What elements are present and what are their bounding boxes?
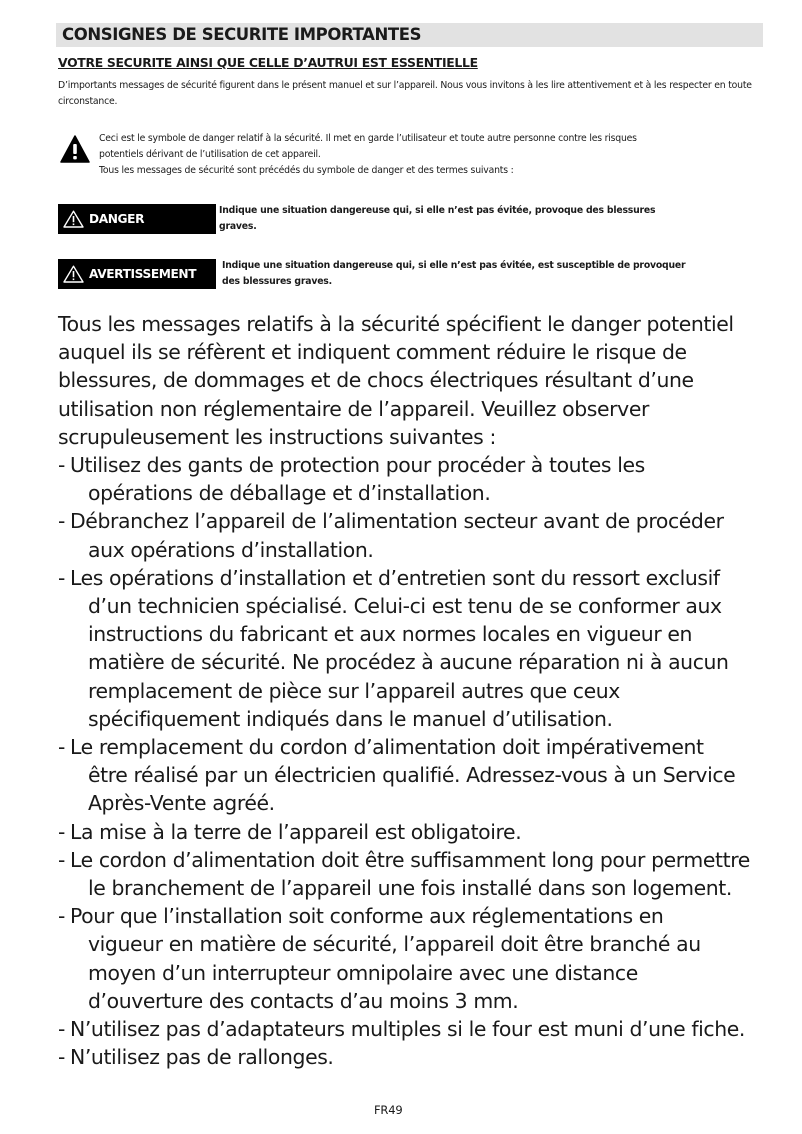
instruction-line: Le cordon d’alimentation doit être suffisamment long pour permettre <box>70 847 750 872</box>
instruction-line: être réalisé par un électricien qualifié. Adressez-vous à un Service <box>88 763 736 788</box>
safety-instructions <box>58 310 770 1071</box>
instruction-item <box>58 1043 770 1071</box>
danger-label: DANGER <box>89 212 145 226</box>
instruction-item <box>58 902 770 1015</box>
list-dash: - <box>58 509 65 534</box>
intro-paragraph: D’importants messages de sécurité figurent dans le présent manuel et sur l’appareil. Nous vous invitons à les lire attentivement et à les respecter en toute circonstance. <box>58 80 752 107</box>
instruction-line: opérations de déballage et d’installation. <box>88 481 491 506</box>
statement-line: blessures, de dommages et de chocs électriques résultant d’une <box>58 368 694 393</box>
instruction-line: N’utilisez pas d’adaptateurs multiples si le four est muni d’une fiche. <box>70 1017 745 1042</box>
instruction-line: moyen d’un interrupteur omnipolaire avec une distance <box>88 960 638 985</box>
warning-description-line: Indique une situation dangereuse qui, si elle n’est pas évitée, est susceptible de provoquer <box>222 260 686 271</box>
statement-line: utilisation non réglementaire de l’appareil. Veuillez observer <box>58 396 649 421</box>
instruction-item <box>58 818 770 846</box>
instruction-item <box>58 846 770 902</box>
warning-triangle-icon <box>63 265 84 283</box>
instruction-line: Le remplacement du cordon d’alimentation doit impérativement <box>70 735 704 760</box>
instruction-line: N’utilisez pas de rallonges. <box>70 1045 334 1070</box>
warning-description <box>222 258 769 290</box>
list-dash: - <box>58 565 65 590</box>
instruction-item <box>58 1015 770 1043</box>
list-dash: - <box>58 904 65 929</box>
statement-line: scrupuleusement les instructions suivantes : <box>58 424 496 449</box>
symbol-notice-line: potentiels dérivant de l’utilisation de cet appareil. <box>99 149 321 160</box>
symbol-notice-line: Tous les messages de sécurité sont précédés du symbole de danger et des termes suivants : <box>99 165 514 176</box>
page-number: FR49 <box>374 1103 403 1117</box>
list-dash: - <box>58 1017 65 1042</box>
instruction-line: d’un technicien spécialisé. Celui-ci est tenu de se conformer aux <box>88 594 722 619</box>
instruction-item <box>58 564 770 733</box>
instruction-item <box>58 733 770 818</box>
instruction-list <box>58 451 770 1071</box>
warning-badge <box>58 259 216 289</box>
symbol-notice-text <box>99 131 767 179</box>
instruction-item <box>58 507 770 563</box>
instruction-line: Débranchez l’appareil de l’alimentation secteur avant de procéder <box>70 509 724 534</box>
instruction-line: aux opérations d’installation. <box>88 537 374 562</box>
instruction-line: Les opérations d’installation et d’entretien sont du ressort exclusif <box>70 565 720 590</box>
instruction-line: d’ouverture des contacts d’au moins 3 mm. <box>88 988 519 1013</box>
warning-triangle-icon <box>63 210 84 228</box>
instruction-line: spécifiquement indiqués dans le manuel d’utilisation. <box>88 706 613 731</box>
danger-description-line: Indique une situation dangereuse qui, si elle n’est pas évitée, provoque des blessures <box>219 205 656 216</box>
instruction-line: La mise à la terre de l’appareil est obligatoire. <box>70 819 522 844</box>
instruction-line: Utilisez des gants de protection pour procéder à toutes les <box>70 453 645 478</box>
list-dash: - <box>58 735 65 760</box>
section-title: CONSIGNES DE SECURITE IMPORTANTES <box>56 23 763 47</box>
list-dash: - <box>58 819 65 844</box>
list-dash: - <box>58 453 65 478</box>
warning-triangle-icon <box>60 135 90 163</box>
section-subtitle: VOTRE SECURITE AINSI QUE CELLE D’AUTRUI EST ESSENTIELLE <box>58 55 478 70</box>
warning-description-line: des blessures graves. <box>222 276 332 287</box>
intro-statement <box>58 310 770 451</box>
list-dash: - <box>58 847 65 872</box>
symbol-notice-line: Ceci est le symbole de danger relatif à la sécurité. Il met en garde l’utilisateur et toute autre personne contre les risques <box>99 133 637 144</box>
statement-line: Tous les messages relatifs à la sécurité spécifient le danger potentiel <box>58 312 734 336</box>
instruction-line: Après-Vente agréé. <box>88 791 275 816</box>
danger-description <box>219 203 769 235</box>
statement-line: auquel ils se réfèrent et indiquent comment réduire le risque de <box>58 340 687 365</box>
instruction-item <box>58 451 770 507</box>
instruction-line: instructions du fabricant et aux normes locales en vigueur en <box>88 622 693 647</box>
instruction-line: vigueur en matière de sécurité, l’appareil doit être branché au <box>88 932 701 957</box>
instruction-line: le branchement de l’appareil une fois installé dans son logement. <box>88 876 732 901</box>
instruction-line: remplacement de pièce sur l’appareil autres que ceux <box>88 678 620 703</box>
danger-badge <box>58 204 216 234</box>
instruction-line: Pour que l’installation soit conforme aux réglementations en <box>70 904 664 929</box>
danger-description-line: graves. <box>219 221 257 232</box>
warning-label: AVERTISSEMENT <box>89 267 197 281</box>
instruction-line: matière de sécurité. Ne procédez à aucune réparation ni à aucun <box>88 650 729 675</box>
list-dash: - <box>58 1045 65 1070</box>
